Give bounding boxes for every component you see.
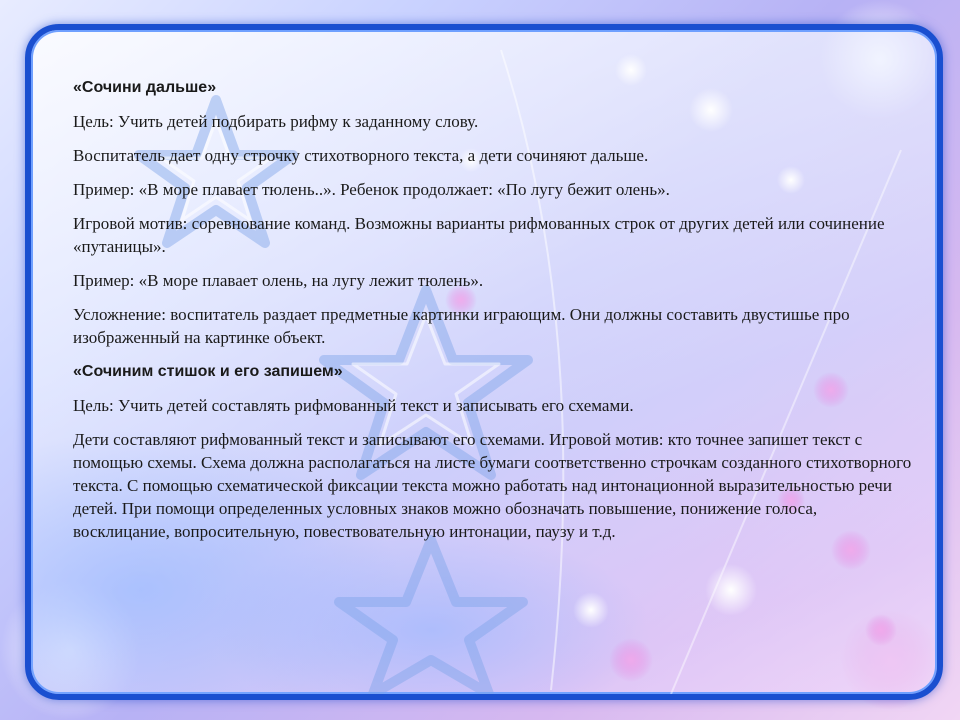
paragraph-game-motive: Игровой мотив: соревнование команд. Возможны варианты рифмованных строк от других детей или сочинение «путаницы». xyxy=(73,214,885,256)
paragraph-teacher: Воспитатель дает одну строчку стихотворного текста, а дети сочиняют дальше. xyxy=(73,146,649,165)
content-frame xyxy=(25,24,943,700)
paragraph-goal-2: Цель: Учить детей составлять рифмованный текст и записывать его схемами. xyxy=(73,396,634,415)
section-title-compose-poem: «Сочиним стишок и его запишем» xyxy=(73,363,343,380)
section-title-compose-further: «Сочини дальше» xyxy=(73,79,217,96)
paragraph-example-2: Пример: «В море плавает олень, на лугу лежит тюлень». xyxy=(73,271,484,290)
paragraph-complication: Усложнение: воспитатель раздает предметные картинки играющим. Они должны составить двустишье про изображенный на картинке объект. xyxy=(73,305,850,347)
text-content xyxy=(73,76,913,554)
paragraph-goal-1: Цель: Учить детей подбирать рифму к заданному слову. xyxy=(73,112,479,131)
paragraph-body-2: Дети составляют рифмованный текст и записывают его схемами. Игровой мотив: кто точнее запишет текст с помощью схемы. Схема должна располагаться на листе бумаги соответственно строчкам созданного стихотворного текста. С помощью схематической фиксации текста можно работать над интонационной выразительностью речи детей. При помощи определенных условных знаков можно обозначать повышение, понижение голоса, восклицание, вопросительную, повествовательную интонации, паузу и т.д. xyxy=(73,430,912,541)
paragraph-example-1: Пример: «В море плавает тюлень..». Ребенок продолжает: «По лугу бежит олень». xyxy=(73,180,670,199)
